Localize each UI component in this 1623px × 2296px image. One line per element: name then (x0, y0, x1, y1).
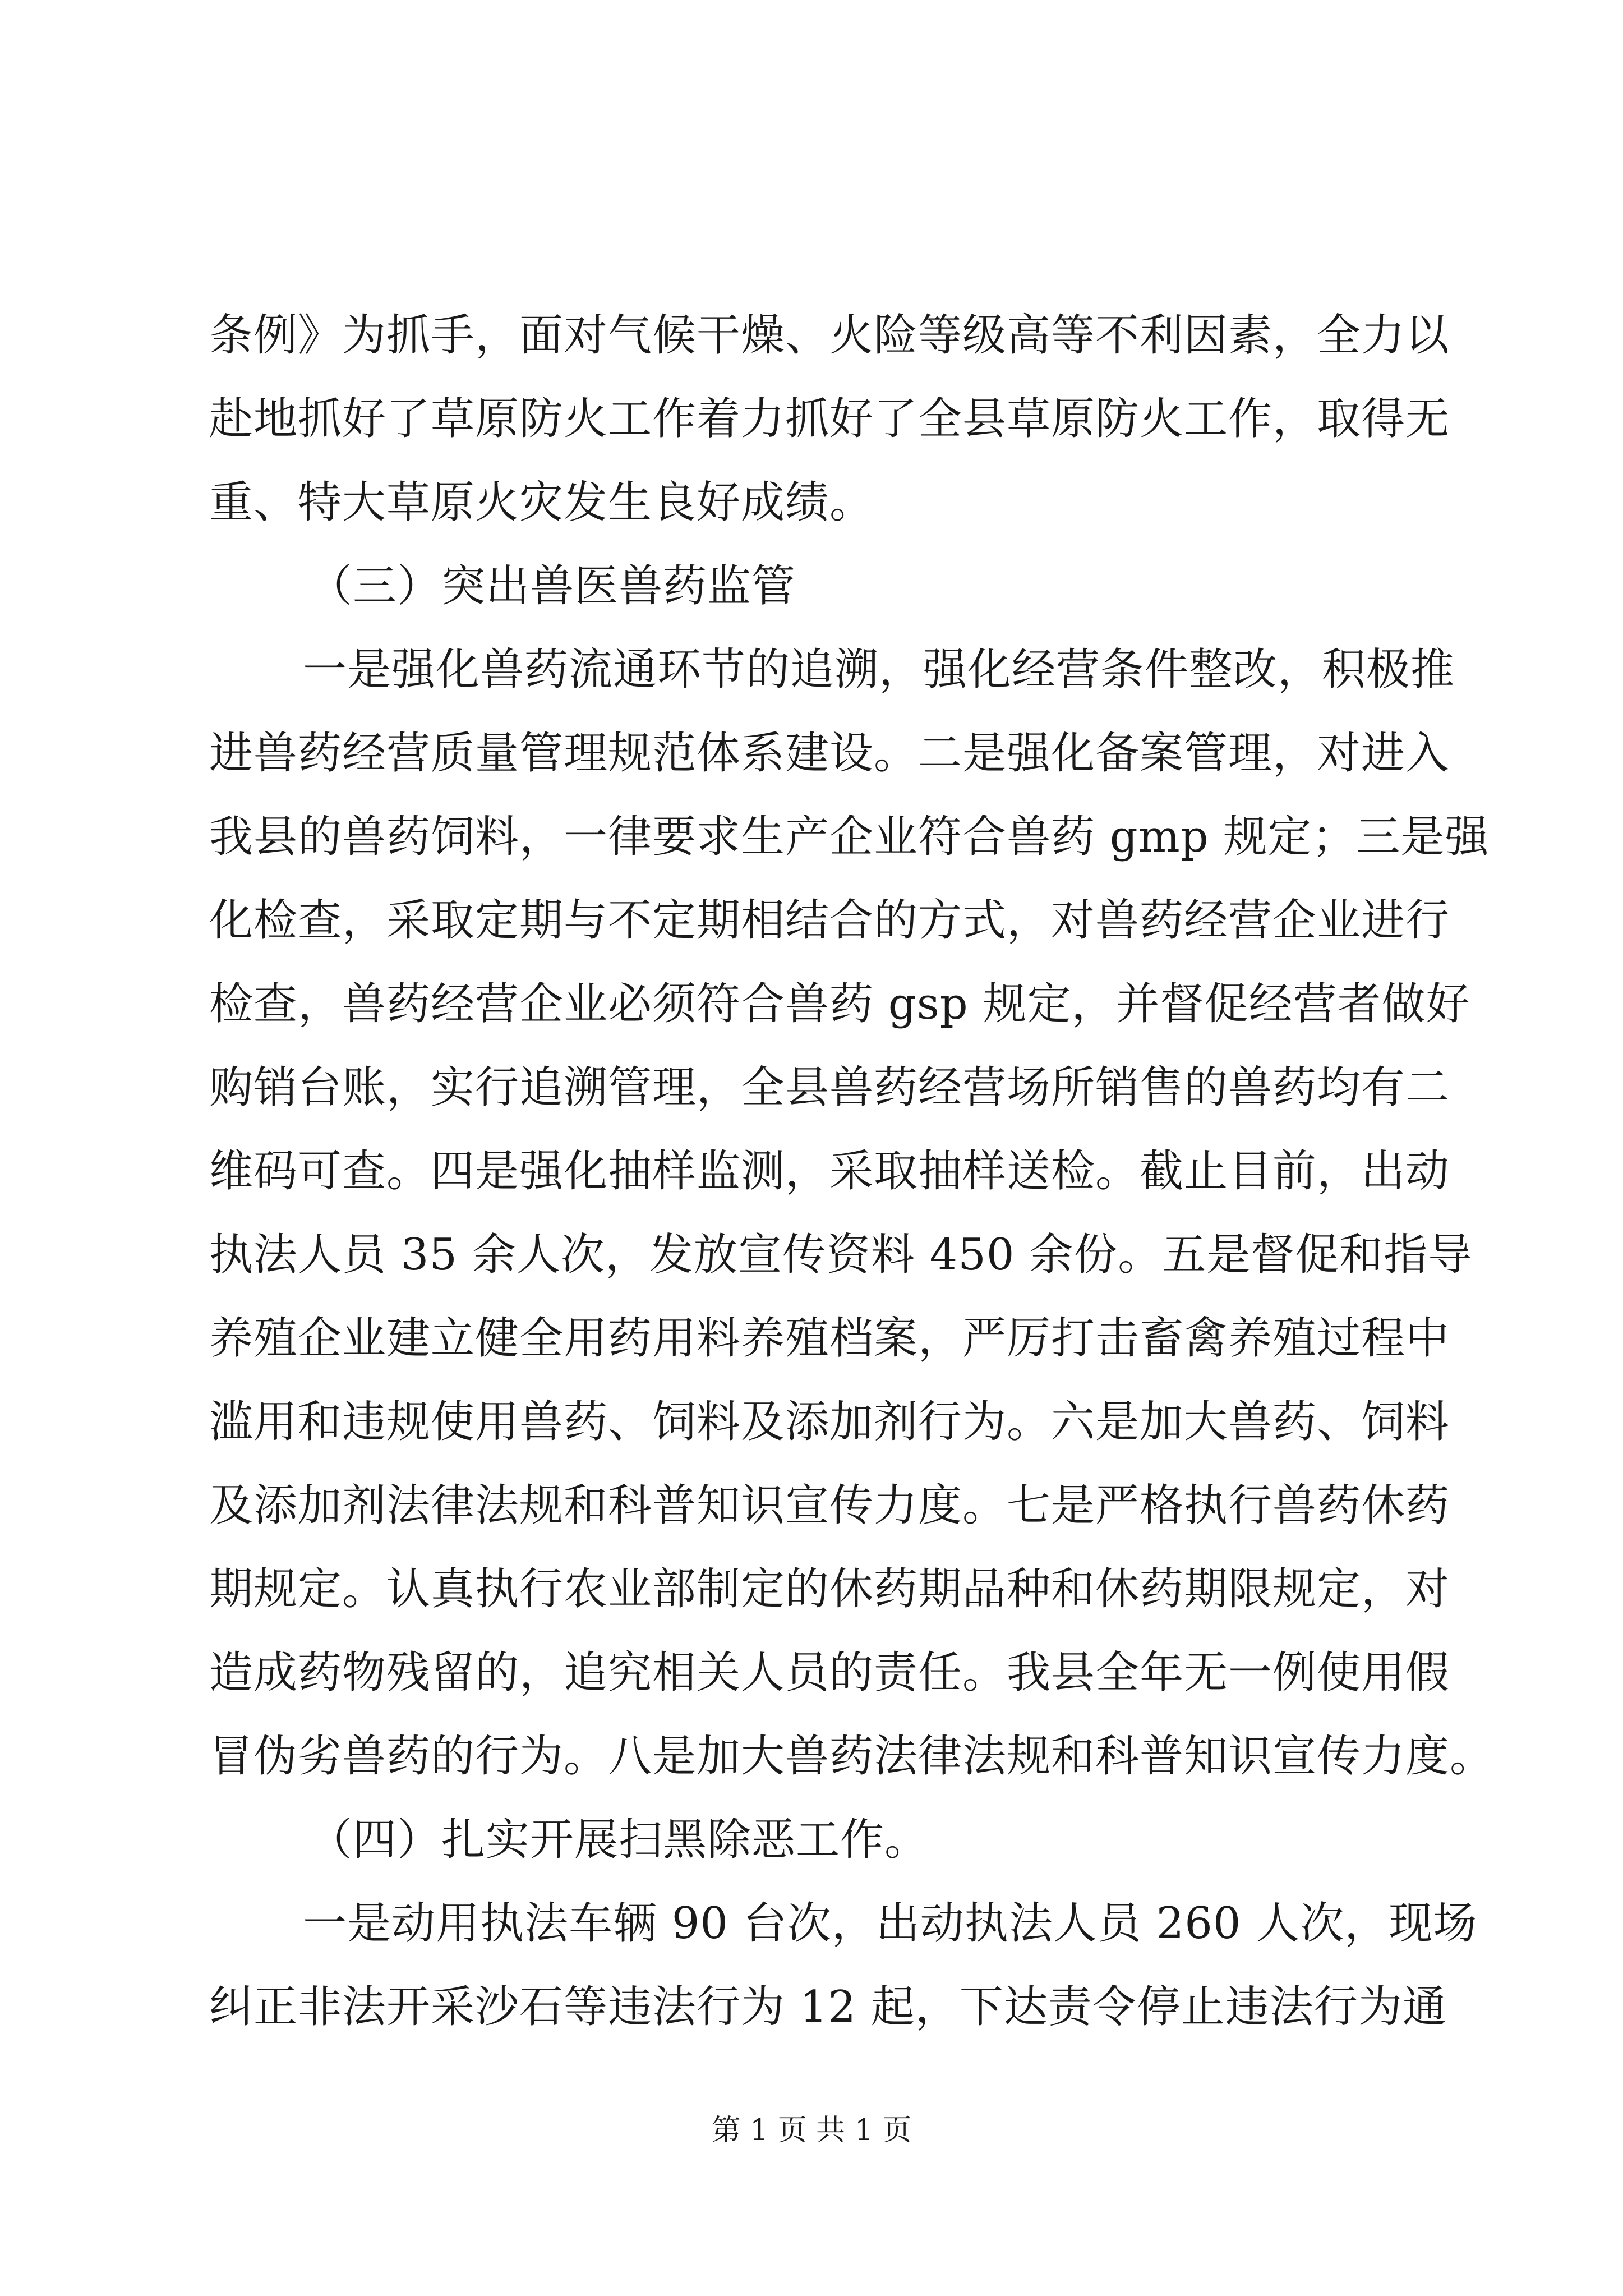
page-footer: 第 1 页 共 1 页 (711, 2114, 912, 2147)
text-line: 执法人员 35 余人次，发放宣传资料 450 余份。五是督促和指导 (209, 1230, 1473, 1280)
text-line: 造成药物残留的，追究相关人员的责任。我县全年无一例使用假 (209, 1648, 1450, 1698)
text-line: 我县的兽药饲料，一律要求生产企业符合兽药 gmp 规定；三是强 (209, 812, 1490, 862)
section-heading: （四）扎实开展扫黑除恶工作。 (308, 1815, 929, 1865)
text-line: 一是动用执法车辆 90 台次，出动执法人员 260 人次，现场 (303, 1898, 1478, 1949)
text-line: 维码可查。四是强化抽样监测，采取抽样送检。截止目前，出动 (209, 1146, 1450, 1197)
text-line: 冒伪劣兽药的行为。八是加大兽药法律法规和科普知识宣传力度。 (209, 1731, 1495, 1782)
text-line: 赴地抓好了草原防火工作着力抓好了全县草原防火工作，取得无 (209, 394, 1450, 444)
text-line: 及添加剂法律法规和科普知识宣传力度。七是严格执行兽药休药 (209, 1480, 1450, 1531)
text-line: 一是强化兽药流通环节的追溯，强化经营条件整改，积极推 (303, 645, 1455, 695)
text-line: 期规定。认真执行农业部制定的休药期品种和休药期限规定，对 (209, 1564, 1450, 1614)
section-heading: （三）突出兽医兽药监管 (308, 561, 796, 611)
text-line: 滥用和违规使用兽药、饲料及添加剂行为。六是加大兽药、饲料 (209, 1397, 1450, 1447)
text-line: 条例》为抓手，面对气候干燥、火险等级高等不利因素，全力以 (209, 310, 1450, 361)
text-line: 购销台账，实行追溯管理，全县兽药经营场所销售的兽药均有二 (209, 1062, 1450, 1113)
text-line: 纠正非法开采沙石等违法行为 12 起，下达责令停止违法行为通 (209, 1982, 1447, 2032)
text-line: 养殖企业建立健全用药用料养殖档案，严厉打击畜禽养殖过程中 (209, 1313, 1450, 1364)
text-line: 重、特大草原火灾发生良好成绩。 (209, 477, 874, 528)
text-line: 进兽药经营质量管理规范体系建设。二是强化备案管理，对进入 (209, 728, 1450, 779)
text-line: 化检查，采取定期与不定期相结合的方式，对兽药经营企业进行 (209, 895, 1450, 946)
text-line: 检查，兽药经营企业必须符合兽药 gsp 规定，并督促经营者做好 (209, 979, 1470, 1029)
